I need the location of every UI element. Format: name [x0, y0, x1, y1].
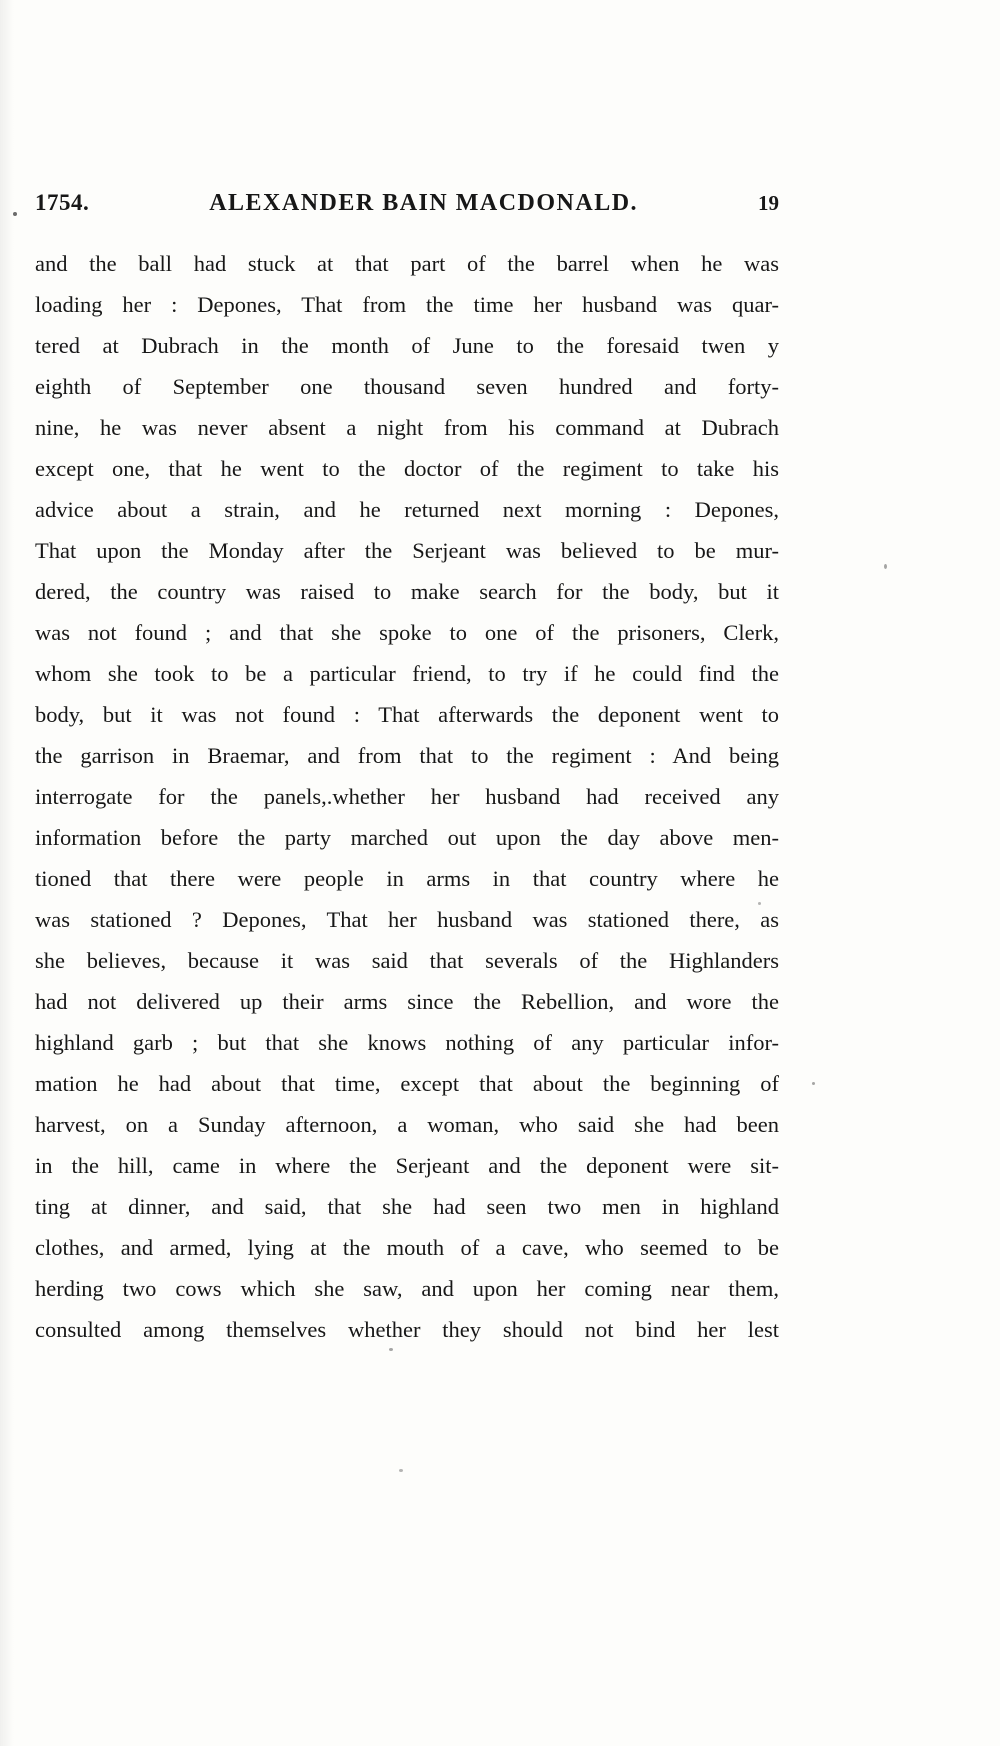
text-line: tioned that there were people in arms in that country where he: [35, 866, 779, 891]
text-line: except one, that he went to the doctor of the regiment to take his: [35, 456, 779, 481]
text-line: herding two cows which she saw, and upon her coming near them,: [35, 1276, 779, 1301]
text-line: mation he had about that time, except that about the beginning of: [35, 1071, 779, 1096]
text-line: and the ball had stuck at that part of the barrel when he was: [35, 251, 779, 276]
text-line: harvest, on a Sunday afternoon, a woman, who said she had been: [35, 1112, 779, 1137]
text-line: information before the party marched out upon the day above men-: [35, 825, 779, 850]
scan-speck: [884, 564, 887, 569]
text-line: body, but it was not found : That afterwards the deponent went to: [35, 702, 779, 727]
text-line: was stationed ? Depones, That her husband was stationed there, as: [35, 907, 779, 932]
text-line: was not found ; and that she spoke to one of the prisoners, Clerk,: [35, 620, 779, 645]
text-line: clothes, and armed, lying at the mouth of a cave, who seemed to be: [35, 1235, 779, 1260]
text-line: ting at dinner, and said, that she had seen two men in highland: [35, 1194, 779, 1219]
header-page-number: 19: [758, 191, 779, 215]
text-line: eighth of September one thousand seven hundred and forty-: [35, 374, 779, 399]
scan-speck: [13, 212, 17, 216]
page-header: [35, 190, 779, 217]
text-line: highland garb ; but that she knows nothing of any particular infor-: [35, 1030, 779, 1055]
text-line: in the hill, came in where the Serjeant and the deponent were sit-: [35, 1153, 779, 1178]
scan-speck: [812, 1082, 815, 1085]
text-line: had not delivered up their arms since the Rebellion, and wore the: [35, 989, 779, 1014]
text-line: advice about a strain, and he returned next morning : Depones,: [35, 497, 779, 522]
text-line: That upon the Monday after the Serjeant was believed to be mur-: [35, 538, 779, 563]
header-title: ALEXANDER BAIN MACDONALD.: [209, 190, 639, 216]
header-year: 1754.: [35, 190, 90, 215]
text-line: consulted among themselves whether they should not bind her lest: [35, 1317, 779, 1342]
text-line: whom she took to be a particular friend, to try if he could find the: [35, 661, 779, 686]
text-line: the garrison in Braemar, and from that to the regiment : And being: [35, 743, 779, 768]
body-text: [35, 243, 779, 1350]
scan-speck: [399, 1469, 403, 1472]
text-line: loading her : Depones, That from the time her husband was quar-: [35, 292, 779, 317]
text-line: dered, the country was raised to make search for the body, but it: [35, 579, 779, 604]
text-line: nine, he was never absent a night from his command at Dubrach: [35, 415, 779, 440]
text-line: she believes, because it was said that severals of the Highlanders: [35, 948, 779, 973]
text-line: interrogate for the panels,.whether her husband had received any: [35, 784, 779, 809]
text-line: tered at Dubrach in the month of June to the foresaid twen y: [35, 333, 779, 358]
